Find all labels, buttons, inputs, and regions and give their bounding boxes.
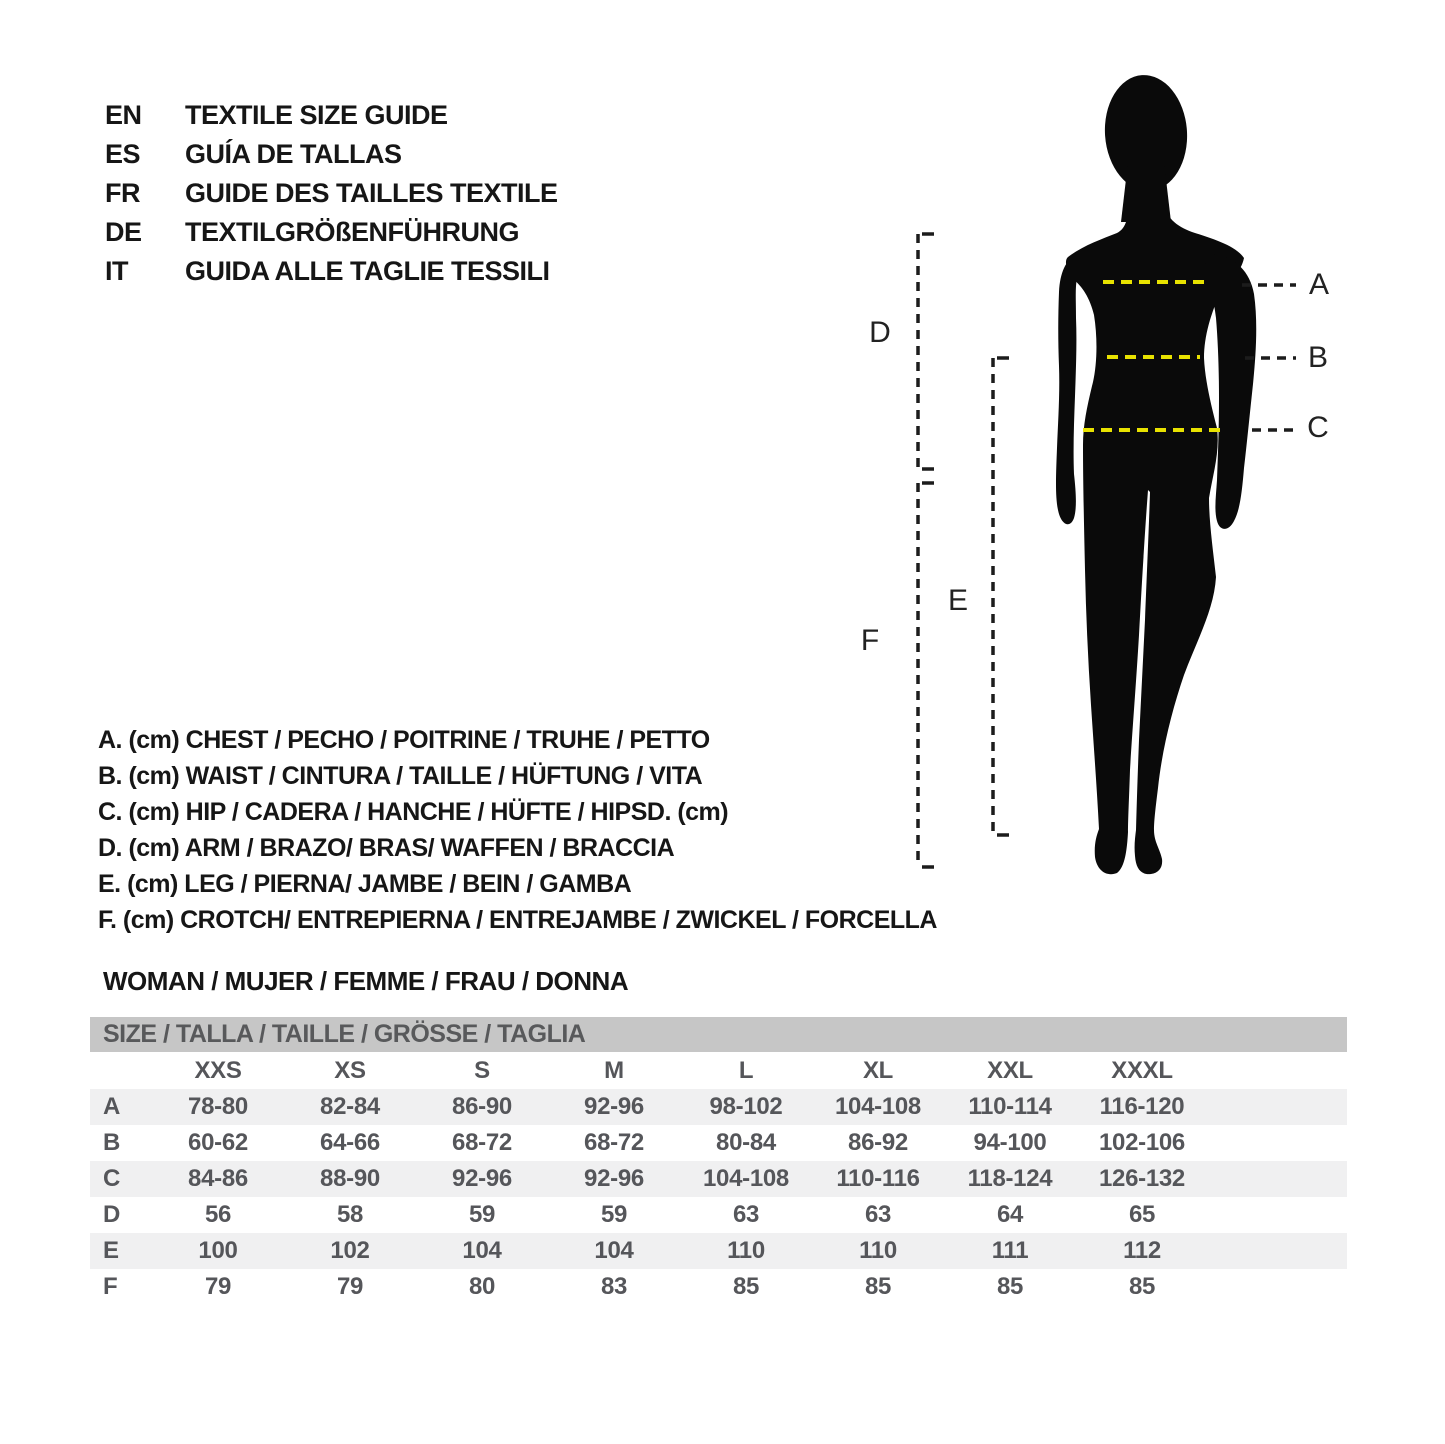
cell: 65	[1128, 1201, 1156, 1228]
title-text-de: TEXTILGRÖßENFÜHRUNG	[185, 217, 519, 247]
cell: 79	[336, 1273, 364, 1300]
cell: 60-62	[188, 1129, 248, 1156]
size-col-xl: XL	[862, 1056, 894, 1084]
lang-code-es: ES	[105, 139, 141, 169]
label-d-arm: D	[869, 316, 891, 349]
legend-item-crotch: F. (cm) CROTCH/ ENTREPIERNA / ENTREJAMBE / ZWICKEL / FORCELLA	[98, 905, 937, 934]
lang-code-en: EN	[105, 100, 142, 130]
cell: 88-90	[320, 1165, 380, 1192]
cell: 56	[204, 1201, 232, 1228]
cell: 100	[198, 1237, 238, 1264]
legend-item-hip: C. (cm) HIP / CADERA / HANCHE / HÜFTE / HIPSD. (cm)	[98, 797, 729, 826]
cell: 59	[600, 1201, 628, 1228]
cell: 92-96	[584, 1093, 644, 1120]
cell: 86-90	[452, 1093, 512, 1120]
size-table-header-bar	[90, 1017, 1347, 1052]
cell: 116-120	[1099, 1093, 1185, 1120]
silhouette-left-arm	[1056, 255, 1080, 524]
cell: 58	[336, 1201, 364, 1228]
cell: 112	[1123, 1237, 1161, 1264]
row-label: D	[103, 1201, 121, 1228]
cell: 68-72	[584, 1129, 644, 1156]
cell: 110	[859, 1237, 897, 1264]
cell: 104	[462, 1237, 502, 1264]
filler-cell	[1208, 1125, 1347, 1161]
cell: 104-108	[703, 1165, 789, 1192]
cell: 59	[468, 1201, 496, 1228]
legend-item-arm: D. (cm) ARM / BRAZO/ BRAS/ WAFFEN / BRACCIA	[98, 833, 675, 862]
size-table-header-text: SIZE / TALLA / TAILLE / GRÖSSE / TAGLIA	[103, 1020, 586, 1048]
title-text-en: TEXTILE SIZE GUIDE	[185, 100, 448, 130]
title-block	[105, 96, 558, 291]
size-col-xxl: XXL	[987, 1056, 1033, 1084]
cell: 110-116	[836, 1165, 920, 1192]
legend-item-chest: A. (cm) CHEST / PECHO / POITRINE / TRUHE / PETTO	[98, 725, 710, 754]
title-row-fr	[105, 174, 558, 213]
cell: 63	[864, 1201, 892, 1228]
lang-code-fr: FR	[105, 178, 140, 208]
size-col-spacer	[90, 1052, 152, 1089]
table-row-e	[90, 1233, 1347, 1269]
title-row-de	[105, 213, 558, 252]
filler-cell	[1208, 1233, 1347, 1269]
cell: 80-84	[716, 1129, 776, 1156]
row-label: C	[103, 1165, 121, 1192]
table-row-d	[90, 1197, 1347, 1233]
title-row-es	[105, 135, 558, 174]
cell: 94-100	[973, 1129, 1047, 1156]
title-row-en	[105, 96, 558, 135]
table-row-sizes	[90, 1052, 1347, 1089]
cell: 110-114	[968, 1093, 1052, 1120]
title-row-it	[105, 252, 558, 291]
filler-cell	[1208, 1052, 1347, 1089]
size-col-xs: XS	[334, 1056, 366, 1084]
size-col-m: M	[604, 1056, 624, 1084]
legend-item-leg: E. (cm) LEG / PIERNA/ JAMBE / BEIN / GAMBA	[98, 869, 632, 898]
size-col-xxxl: XXXL	[1111, 1056, 1173, 1084]
cell: 110	[727, 1237, 765, 1264]
cell: 83	[600, 1273, 628, 1300]
cell: 85	[996, 1273, 1024, 1300]
cell: 84-86	[188, 1165, 248, 1192]
title-text-es: GUÍA DE TALLAS	[185, 139, 402, 169]
gender-heading: WOMAN / MUJER / FEMME / FRAU / DONNA	[103, 966, 629, 996]
cell: 118-124	[967, 1165, 1053, 1192]
cell: 64	[996, 1201, 1024, 1228]
cell: 98-102	[709, 1093, 783, 1120]
label-c-hip: C	[1307, 411, 1329, 444]
label-a-chest: A	[1308, 268, 1330, 301]
row-label: B	[103, 1129, 121, 1156]
row-label: F	[103, 1273, 118, 1300]
cell: 86-92	[848, 1129, 908, 1156]
lang-code-de: DE	[105, 217, 142, 247]
filler-cell	[1208, 1197, 1347, 1233]
size-table-section	[90, 1017, 1347, 1305]
title-text-it: GUIDA ALLE TAGLIE TESSILI	[185, 256, 550, 286]
title-text-fr: GUIDE DES TAILLES TEXTILE	[185, 178, 558, 208]
cell: 79	[204, 1273, 232, 1300]
table-row-f	[90, 1269, 1347, 1305]
table-row-a	[90, 1089, 1347, 1125]
cell: 126-132	[1099, 1165, 1185, 1192]
cell: 63	[732, 1201, 760, 1228]
cell: 85	[864, 1273, 892, 1300]
table-row-b	[90, 1125, 1347, 1161]
size-table	[90, 1052, 1347, 1305]
row-label: A	[103, 1093, 121, 1120]
cell: 92-96	[584, 1165, 644, 1192]
cell: 80	[468, 1273, 496, 1300]
legend-item-waist: B. (cm) WAIST / CINTURA / TAILLE / HÜFTUNG / VITA	[98, 761, 703, 790]
label-b-waist: B	[1307, 341, 1329, 374]
cell: 102	[330, 1237, 370, 1264]
filler-cell	[1208, 1161, 1347, 1197]
cell: 78-80	[188, 1093, 248, 1120]
label-e-leg: E	[947, 584, 969, 617]
cell: 92-96	[452, 1165, 512, 1192]
cell: 104-108	[835, 1093, 921, 1120]
cell: 85	[732, 1273, 760, 1300]
cell: 82-84	[320, 1093, 380, 1120]
label-f-crotch: F	[860, 624, 880, 657]
lang-code-it: IT	[105, 256, 128, 286]
filler-cell	[1208, 1269, 1347, 1305]
cell: 85	[1128, 1273, 1156, 1300]
cell: 64-66	[320, 1129, 380, 1156]
measure-legend	[98, 722, 937, 938]
cell: 102-106	[1099, 1129, 1185, 1156]
cell: 111	[991, 1237, 1029, 1264]
filler-cell	[1208, 1089, 1347, 1125]
size-col-xxs: XXS	[194, 1056, 242, 1084]
cell: 68-72	[452, 1129, 512, 1156]
size-col-s: S	[474, 1056, 490, 1084]
table-row-c	[90, 1161, 1347, 1197]
cell: 104	[594, 1237, 634, 1264]
size-col-l: L	[738, 1056, 754, 1084]
row-label: E	[103, 1237, 119, 1264]
